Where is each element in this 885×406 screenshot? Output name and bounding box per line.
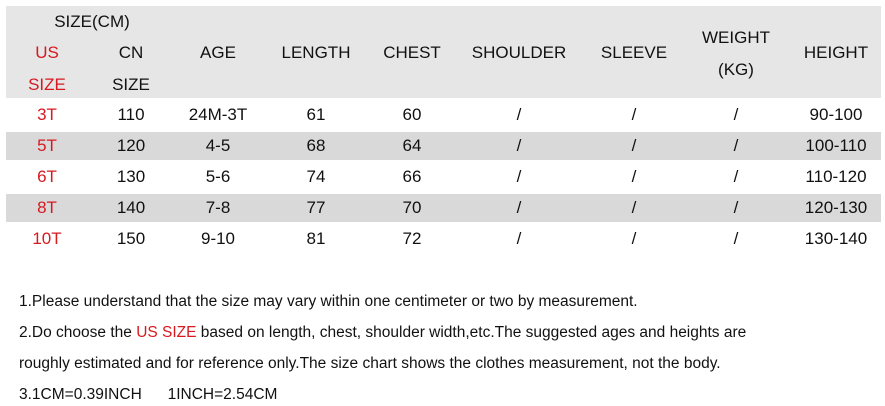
- header-weight: WEIGHT: [702, 28, 770, 47]
- table-row: [6, 194, 881, 222]
- header-weight-unit: (KG): [718, 60, 754, 79]
- cell-sleeve: /: [631, 198, 637, 217]
- header-cn: CN: [118, 43, 144, 62]
- cell-sleeve: /: [631, 105, 637, 124]
- size-table-header: [6, 6, 881, 98]
- cell-length: 74: [306, 167, 326, 186]
- cell-cn-size: 140: [116, 198, 146, 217]
- cell-height: 100-110: [805, 136, 867, 155]
- cell-length: 81: [306, 229, 326, 248]
- note-3: roughly estimated and for reference only.The size chart shows the clothes measurement, not the body.: [19, 355, 721, 372]
- cell-chest: 70: [402, 198, 422, 217]
- cell-age: 4-5: [205, 136, 231, 155]
- cell-age: 9-10: [200, 229, 236, 248]
- cell-length: 61: [306, 105, 326, 124]
- cell-us-size: 5T: [37, 136, 57, 155]
- header-us-size: SIZE: [28, 75, 66, 94]
- cell-height: 120-130: [804, 198, 868, 217]
- cell-length: 68: [306, 136, 326, 155]
- header-chest: CHEST: [383, 43, 441, 62]
- cell-chest: 66: [402, 167, 422, 186]
- header-us: US: [35, 43, 59, 62]
- cell-weight: /: [733, 167, 739, 186]
- header-cn-size: SIZE: [112, 75, 150, 94]
- note-2-prefix: 2.Do choose the: [19, 324, 137, 341]
- cell-weight: /: [733, 105, 739, 124]
- note-2-suffix: based on length, chest, shoulder width,etc.The suggested ages and heights are: [196, 324, 747, 341]
- table-row: [6, 225, 881, 253]
- header-shoulder: SHOULDER: [471, 43, 567, 62]
- cell-shoulder: /: [516, 198, 522, 217]
- cell-cn-size: 150: [116, 229, 146, 248]
- header-sleeve: SLEEVE: [600, 43, 668, 62]
- cell-us-size: 3T: [37, 105, 57, 124]
- cell-sleeve: /: [631, 229, 637, 248]
- cell-chest: 72: [402, 229, 422, 248]
- cell-length: 77: [306, 198, 326, 217]
- cell-cn-size: 120: [116, 136, 146, 155]
- cell-cn-size: 110: [117, 105, 145, 124]
- note-1: 1.Please understand that the size may vary within one centimeter or two by measurement.: [19, 293, 638, 310]
- header-age: AGE: [200, 43, 236, 62]
- cell-weight: /: [733, 136, 739, 155]
- cell-weight: /: [733, 198, 739, 217]
- cell-shoulder: /: [516, 105, 522, 124]
- cell-age: 7-8: [205, 198, 231, 217]
- cell-us-size: 6T: [37, 167, 57, 186]
- cell-chest: 60: [402, 105, 422, 124]
- table-row: [6, 132, 881, 160]
- header-length: LENGTH: [281, 43, 351, 62]
- note-2: [19, 323, 746, 343]
- cell-age: 5-6: [205, 167, 231, 186]
- cell-chest: 64: [402, 136, 422, 155]
- cell-shoulder: /: [516, 167, 522, 186]
- cell-us-size: 8T: [37, 198, 57, 217]
- cell-shoulder: /: [516, 136, 522, 155]
- cell-us-size: 10T: [32, 229, 62, 248]
- cell-sleeve: /: [631, 136, 637, 155]
- header-size-cm: SIZE(CM): [54, 12, 130, 31]
- table-row: [6, 101, 881, 129]
- cell-cn-size: 130: [116, 167, 146, 186]
- cell-sleeve: /: [631, 167, 637, 186]
- cell-weight: /: [733, 229, 739, 248]
- note-2-us-size-highlight: US SIZE: [136, 324, 197, 341]
- cell-shoulder: /: [516, 229, 522, 248]
- header-height: HEIGHT: [803, 43, 869, 62]
- table-row: [6, 163, 881, 191]
- cell-height: 130-140: [804, 229, 868, 248]
- note-4-conversion: 3.1CM=0.39INCH 1INCH=2.54CM: [19, 386, 278, 403]
- cell-height: 110-120: [805, 167, 867, 186]
- cell-age: 24M-3T: [188, 105, 248, 124]
- cell-height: 90-100: [809, 105, 863, 124]
